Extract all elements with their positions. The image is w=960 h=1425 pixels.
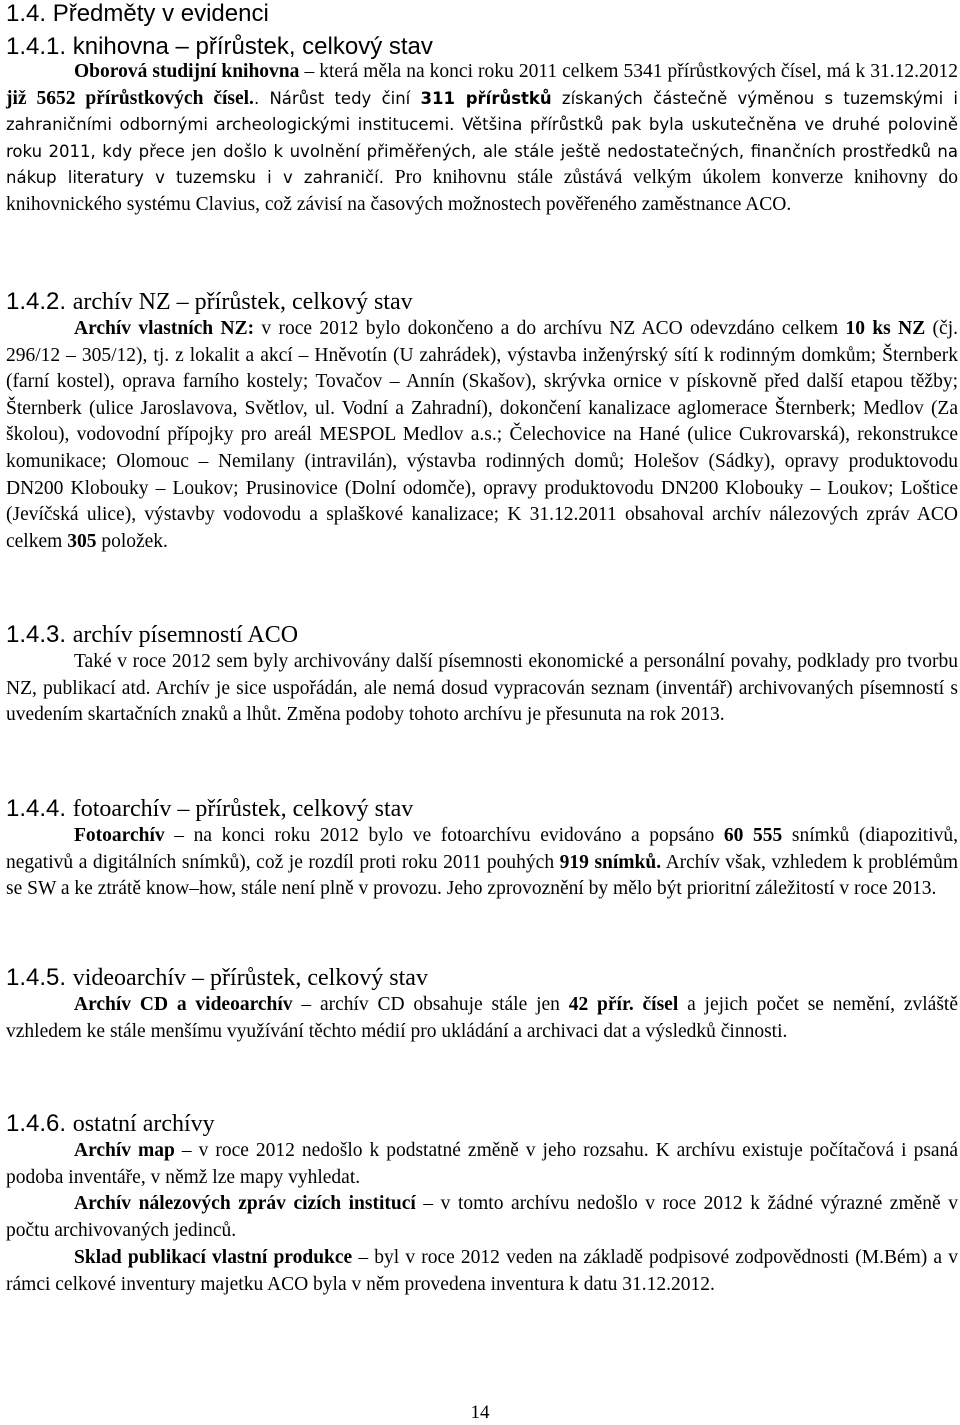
bold-text: Fotoarchív	[74, 825, 165, 846]
bold-text: Sklad publikací vlastní produkce	[74, 1247, 353, 1268]
bold-text: 42 přír. čísel	[568, 994, 679, 1015]
heading-title: archív NZ – přírůstek, celkový stav	[72, 289, 413, 315]
text: Pro knihovnu stále zůstává velkým úkolem konverze knihovny do knihovnického systému Clavius, což závisí na časových možnostech pověřeného zaměstnance ACO.	[6, 167, 958, 215]
text: (čj. 296/12 – 305/12), tj. z lokalit a akcí – Hněvotín (U zahrádek), výstavba inženýrský sítí k rodinným domkům; Šternberk (farní kostel), oprava farního kostely; Tovačov – Annín (Skašov), skrývka ornice v pískovně před další etapou těžby; Šternberk (ulice Jaroslavova, Světlov, ul. Vodní a Zahradní), dokončení kanalizace aglomerace Šternberk; Medlov (Za školou), vodovodní přípojky pro areál MESPOL Medlov a.s.; Čelechovice na Hané (ulice Cukrovarská), rekonstrukce komunikace; Olomouc – Nemilany (intravilán), výstavba rodinných domů; Holešov (Sádky), opravy produktovodu DN200 Klobouky – Loukov; Prusinovice (Dolní odomče), opravy produktovodu DN200 Klobouky – Loukov; Loštice (Jevíčská ulice), výstavby vodovodu a splaškové kanalizace; K 31.12.2011 obsahoval archív nálezových zpráv ACO celkem	[6, 318, 958, 552]
paragraph-map-archive	[6, 1138, 958, 1191]
heading-number: 1.4.5.	[6, 964, 67, 991]
heading-title: videoarchív – přírůstek, celkový stav	[72, 965, 428, 991]
text: a jejich počet se nemění, zvláště vzhledem ke stále menšímu využívání těchto médií pro ukládání a archivaci dat a výsledků činnosti.	[6, 994, 958, 1042]
text: položek.	[96, 530, 168, 552]
bold-text: Archív nálezových zpráv cizích institucí	[74, 1193, 416, 1214]
heading-title: ostatní archívy	[72, 1111, 215, 1137]
heading-number: 1.4.4.	[6, 795, 67, 822]
text: – která měla na konci roku 2011 celkem 5341 přírůstkových čísel, má k 31.12.2012	[299, 61, 958, 82]
heading-title: archív písemností ACO	[72, 622, 299, 648]
text: – na konci roku 2012 bylo ve fotoarchívu evidováno a popsáno	[164, 825, 724, 846]
bold-text: 60 555	[723, 825, 783, 846]
heading-title: knihovna – přírůstek, celkový stav	[72, 33, 433, 60]
bold-text: 919 snímků.	[559, 851, 662, 873]
bold-text: 10 ks NZ	[845, 318, 926, 339]
bold-text: 305	[67, 530, 97, 552]
paragraph-foreign-reports-archive	[6, 1191, 958, 1244]
heading-number: 1.4.1.	[6, 33, 67, 60]
heading-1-4-6	[6, 1110, 215, 1138]
bold-text: Archív CD a videoarchív	[74, 994, 293, 1015]
text: – archív CD obsahuje stále jen	[292, 994, 569, 1015]
paragraph-publication-storage	[6, 1245, 958, 1298]
text: v roce 2012 bylo dokončeno a do archívu NZ ACO odevzdáno celkem	[254, 318, 846, 339]
heading-1-4-2	[6, 288, 413, 316]
text: Také v roce 2012 sem byly archivovány další písemnosti ekonomické a personální povahy, podklady pro tvorbu NZ, publikací atd. Archív je sice uspořádán, ale nemá dosud vypracován seznam (inventář) archivovaných písemností s uvedením skartačních znaků a lhůt. Změna podoby tohoto archívu je přesunuta na rok 2013.	[6, 651, 958, 726]
heading-title: fotoarchív – přírůstek, celkový stav	[72, 796, 414, 822]
bold-text: Archív vlastních NZ:	[74, 318, 255, 339]
paragraph-photo-archive	[6, 823, 958, 903]
bold-text: Archív map	[74, 1140, 175, 1161]
heading-1-4-5	[6, 964, 428, 992]
heading-1-4-1	[6, 33, 433, 61]
heading-1-4-4	[6, 795, 413, 823]
text: – v roce 2012 nedošlo k podstatné změně v jeho rozsahu. K archívu existuje počítačová i psaná podoba inventáře, v němž lze mapy vyhledat.	[6, 1140, 958, 1188]
text: – v tomto archívu nedošlo v roce 2012 k žádné výrazné změně v počtu archivovaných jedinců.	[6, 1193, 958, 1241]
paragraph-video-archive	[6, 992, 958, 1045]
text: snímků (diapozitivů, negativů a digitálních snímků), což je rozdíl proti roku 2011 pouhých	[6, 825, 959, 873]
paragraph-documents-archive	[6, 649, 958, 729]
text: – byl v roce 2012 veden na základě podpisové zodpovědnosti (M.Bém) a v rámci celkové inventury majetku ACO byla v něm provedena inventura k datu 31.12.2012.	[6, 1247, 958, 1295]
heading-1-4-3	[6, 621, 298, 649]
text: . Nárůst tedy činí	[253, 88, 421, 108]
paragraph-library	[6, 59, 958, 219]
heading-number: 1.4.2.	[6, 288, 67, 315]
page-number: 14	[470, 1402, 490, 1423]
heading-number: 1.4.3.	[6, 621, 67, 648]
bold-text: Oborová studijní knihovna	[74, 61, 300, 82]
chapter-heading: 1.4. Předměty v evidenci	[6, 0, 269, 27]
bold-text: 311 přírůstků	[420, 88, 552, 108]
heading-number: 1.4.6.	[6, 1110, 67, 1137]
paragraph-nz-archive	[6, 316, 958, 555]
text: získaných částečně výměnou s tuzemskými i zahraničními odbornými archeologickými institucemi. Většina přírůstků pak byla uskutečněna ve druhé polovině roku 2011, kdy přece jen došlo k uvolnění přiměřených, ale stále ještě nedostatečných, finančních prostředků na nákup literatury v tuzemsku i v zahraničí.	[6, 88, 958, 188]
bold-text: již 5652 přírůstkových čísel.	[6, 87, 254, 109]
text: Archív však, vzhledem k problémům se SW a ke ztrátě know–how, stále není plně v provozu. Jeho zprovoznění by mělo být prioritní záležitostí v roce 2013.	[6, 851, 958, 900]
